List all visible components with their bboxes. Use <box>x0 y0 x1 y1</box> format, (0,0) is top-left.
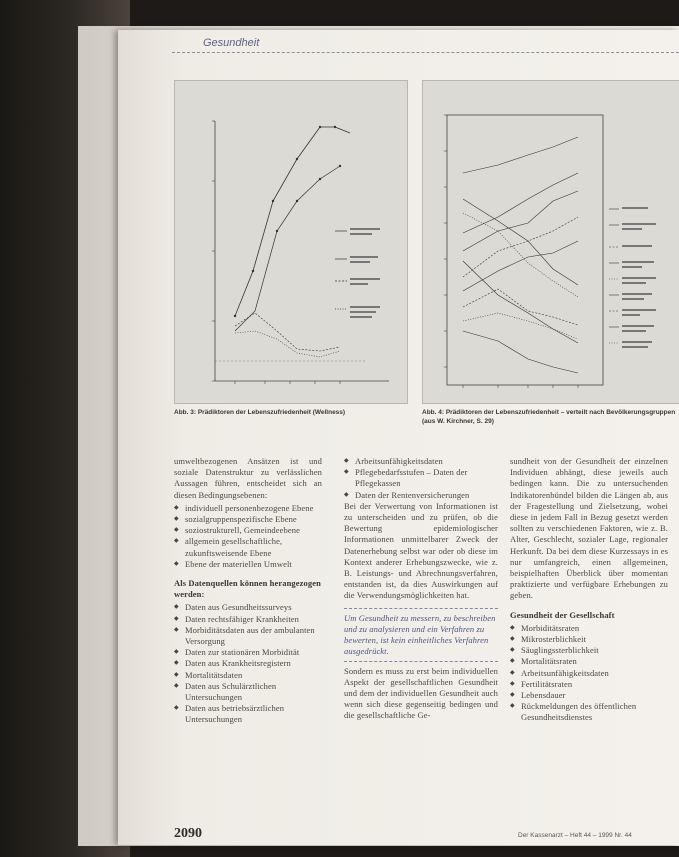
list-item: ◆ Daten aus betriebsärztlichen Untersuchungen <box>174 703 322 725</box>
figure-4-chart <box>422 80 679 404</box>
col3-paragraph: sundheit von der Gesundheit der einzelnen Individuen abhängt, diese jeweils auch bedingen kann. Die zu untersuchenden Indikatorenbündel bilden die Längen ab, aus der Fragestellung und Zielsetzung, wobei diese in jedem Fall in Bezug gesetzt werden sollten zu verschiedenen Faktoren, wie z. B. Alter, Geschlecht, sozialer Lage, regionaler Herkunft. Da bei dem diese Kurzessays in es nur umfangreich, einen allgemeinen, beispielhaften Überblick über momentan praktizierte und verfügbare Erhebungen zu geben. <box>510 456 668 601</box>
list-item: ◆ Lebensdauer <box>510 690 668 701</box>
list-item: ◆ Fertilitätsraten <box>510 679 668 690</box>
figure-3-caption: Abb. 3: Prädiktoren der Lebenszufriedenheit (Wellness) <box>174 409 346 416</box>
col2-list <box>344 456 498 501</box>
page-header <box>172 38 679 53</box>
list-item: ◆ Mortalitätsraten <box>510 656 668 667</box>
section-title: Gesundheit <box>200 37 262 49</box>
list-item: ◆ Daten aus Krankheitsregistern <box>174 658 322 669</box>
col3-list <box>510 623 668 724</box>
text-column-2 <box>344 456 498 724</box>
col2-paragraph-2: Sondern es muss zu erst beim individuellen Aspekt der gesellschaftlichen Gesundheit und dem der individuellen Gesundheit auch wenn sich diese gegenseitig bedingen und die gesellschaftliche Ge- <box>344 665 498 721</box>
list-item: ◆ Daten rechtsfähiger Krankheiten <box>174 614 322 625</box>
figure-4-graphic <box>423 81 679 403</box>
col1-list-levels <box>174 503 322 570</box>
list-item: ◆ Morbiditätsraten <box>510 623 668 634</box>
journal-page <box>118 30 679 845</box>
list-item: ◆ Säuglingssterblichkeit <box>510 645 668 656</box>
text-column-3 <box>510 456 668 724</box>
page-number: 2090 <box>174 826 202 841</box>
list-item: ◆ Daten zur stationären Morbidität <box>174 647 322 658</box>
list-item: ◆ sozialgruppenspezifische Ebene <box>174 514 322 525</box>
highlight-quote: Um Gesundheit zu messern, zu beschreiben und zu analysieren und ein Verfahren zu bewerten, ist kein einheitliches Verfahren ausgedrückt. <box>344 608 498 662</box>
figure-3-chart <box>174 80 408 404</box>
col1-intro: umweltbezogenen Ansätzen ist und soziale Datenstruktur zu verlässlichen Aussagen führen, entscheidet sich an diesen Bedingungsebenen: <box>174 456 322 500</box>
list-item: ◆ Pflegebedarfsstufen – Daten der Pflegekassen <box>344 467 498 489</box>
list-item: ◆ Morbiditätsdaten aus der ambulanten Versorgung <box>174 625 322 647</box>
list-item: ◆ soziostrukturell, Gemeindeebene <box>174 525 322 536</box>
list-item: ◆ Daten aus Gesundheitssurveys <box>174 602 322 613</box>
text-column-1 <box>174 456 322 726</box>
journal-footer: Der Kassenarzt – Heft 44 – 1999 Nr. 44 <box>518 832 632 839</box>
col2-paragraph: Bei der Verwertung von Informationen ist zu unterscheiden und zu prüfen, ob die Bewertung epidemiologischer Informationen unmittelbarer Zweck der Datenerhebung selbst war oder ob diese im Kontext anderer Erhebungszwecke, wie z. B. Leistungs- und Abrechnungsverfahren, entstanden ist, da dies Auswirkungen auf die Verwendungsmöglichkeiten hat. <box>344 500 498 601</box>
figure-3-graphic <box>175 81 407 403</box>
list-item: ◆ allgemein gesellschaftliche, zukunftsweisende Ebene <box>174 536 322 558</box>
list-item: ◆ Rückmeldungen des öffentlichen Gesundheitsdienstes <box>510 701 668 723</box>
figure-4-caption: Abb. 4: Prädiktoren der Lebenszufriedenheit – verteilt nach Bevölkerungsgruppen (aus W. Kirchner, S. 29) <box>422 409 676 425</box>
list-item: ◆ Arbeitsunfähigkeitsdaten <box>344 456 498 467</box>
list-item: ◆ Daten aus Schulärztlichen Untersuchungen <box>174 681 322 703</box>
col1-heading: Als Datenquellen können herangezogen werden: <box>174 578 321 600</box>
list-item: ◆ Mikrosterblichkeit <box>510 634 668 645</box>
list-item: ◆ Ebene der materiellen Umwelt <box>174 559 322 570</box>
list-item: ◆ Daten der Rentenversicherungen <box>344 490 498 501</box>
col1-list-sources <box>174 602 322 725</box>
list-item: ◆ Mortalitätsdaten <box>174 670 322 681</box>
list-item: ◆ individuell personenbezogene Ebene <box>174 503 322 514</box>
list-item: ◆ Arbeitsunfähigkeitsdaten <box>510 668 668 679</box>
col3-heading: Gesundheit der Gesellschaft <box>510 609 615 620</box>
